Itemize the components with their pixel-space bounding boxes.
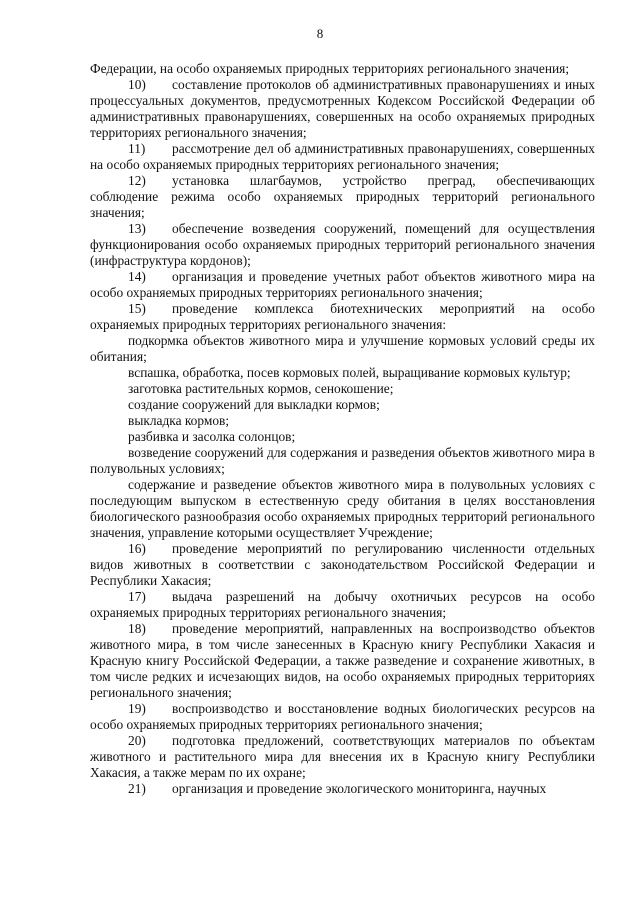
list-item-number: 15) [128, 301, 146, 316]
paragraph [90, 381, 595, 397]
list-item [90, 269, 595, 301]
list-item-number: 16) [128, 541, 146, 556]
paragraph-text: Федерации, на особо охраняемых природных территориях регионального значения; [90, 61, 570, 76]
list-item [90, 589, 595, 621]
paragraph-text: обеспечение возведения сооружений, помещений для осуществления функционирования особо охраняемых природных территорий регионального значения (инфраструктура кордонов); [90, 221, 595, 268]
list-item [90, 621, 595, 701]
list-item-number: 20) [128, 733, 146, 748]
paragraph-text: проведение мероприятий, направленных на воспроизводство объектов животного мира, в том числе занесенных в Красную книгу Республики Хакасия и Красную книгу Российской Федерации, а также разведение и сохранение животных, в том числе редких и исчезающих видов, на особо охраняемых природных территориях регионального значения; [90, 621, 595, 700]
paragraph [90, 61, 595, 77]
paragraph [90, 333, 595, 365]
paragraph-text: выкладка кормов; [128, 413, 230, 428]
paragraph [90, 477, 595, 541]
paragraph-text: составление протоколов об административных правонарушениях и иных процессуальных документов, предусмотренных Кодексом Российской Федерации об административных правонарушениях, совершенных на особо охраняемых природных территориях регионального значения; [90, 77, 595, 140]
paragraph-text: разбивка и засолка солонцов; [128, 429, 296, 444]
list-item [90, 733, 595, 781]
paragraph [90, 413, 595, 429]
list-item [90, 781, 595, 797]
paragraph-text: организация и проведение экологического мониторинга, научных [172, 781, 547, 796]
list-item [90, 701, 595, 733]
paragraph [90, 445, 595, 477]
list-item-number: 18) [128, 621, 146, 636]
list-item-number: 14) [128, 269, 146, 284]
list-item [90, 221, 595, 269]
paragraph-text: заготовка растительных кормов, сенокошение; [128, 381, 394, 396]
paragraph-text: воспроизводство и восстановление водных биологических ресурсов на особо охраняемых природных территориях регионального значения; [90, 701, 595, 732]
paragraph-text: организация и проведение учетных работ объектов животного мира на особо охраняемых природных территориях регионального значения; [90, 269, 595, 300]
list-item-number: 13) [128, 221, 146, 236]
list-item-number: 21) [128, 781, 146, 796]
paragraph-text: возведение сооружений для содержания и разведения объектов животного мира в полувольных условиях; [90, 445, 595, 476]
list-item [90, 301, 595, 333]
paragraph-text: подготовка предложений, соответствующих материалов по объектам животного и растительного мира для внесения их в Красную книгу Республики Хакасия, а также мерам по их охране; [90, 733, 595, 780]
list-item-number: 19) [128, 701, 146, 716]
list-item-number: 17) [128, 589, 146, 604]
paragraph-text: рассмотрение дел об административных правонарушениях, совершенных на особо охраняемых природных территориях регионального значения; [90, 141, 595, 172]
page-number: 8 [316, 26, 324, 41]
paragraph-text: установка шлагбаумов, устройство преград, обеспечивающих соблюдение режима особо охраняемых природных территорий регионального значения; [90, 173, 595, 220]
list-item-number: 10) [128, 77, 146, 92]
list-item [90, 173, 595, 221]
list-item [90, 541, 595, 589]
list-item-number: 12) [128, 173, 146, 188]
paragraph-text: содержание и разведение объектов животного мира в полувольных условиях с последующим выпуском в естественную среду обитания в целях восстановления биологического разнообразия особо охраняемых природных территорий регионального значения, управление которыми осуществляет Учреждение; [90, 477, 595, 540]
list-item [90, 141, 595, 173]
paragraph-text: проведение мероприятий по регулированию численности отдельных видов животных в соответствии с законодательством Российской Федерации и Республики Хакасия; [90, 541, 595, 588]
paragraph [90, 365, 595, 381]
paragraph-text: вспашка, обработка, посев кормовых полей, выращивание кормовых культур; [128, 365, 571, 380]
paragraph [90, 397, 595, 413]
paragraph-text: проведение комплекса биотехнических мероприятий на особо охраняемых природных территориях регионального значения: [90, 301, 595, 332]
document-body [90, 61, 595, 797]
paragraph-text: подкормка объектов животного мира и улучшение кормовых условий среды их обитания; [90, 333, 595, 364]
paragraph [90, 429, 595, 445]
list-item [90, 77, 595, 141]
paragraph-text: создание сооружений для выкладки кормов; [128, 397, 380, 412]
paragraph-text: выдача разрешений на добычу охотничьих ресурсов на особо охраняемых природных территориях регионального значения; [90, 589, 595, 620]
list-item-number: 11) [128, 141, 146, 156]
